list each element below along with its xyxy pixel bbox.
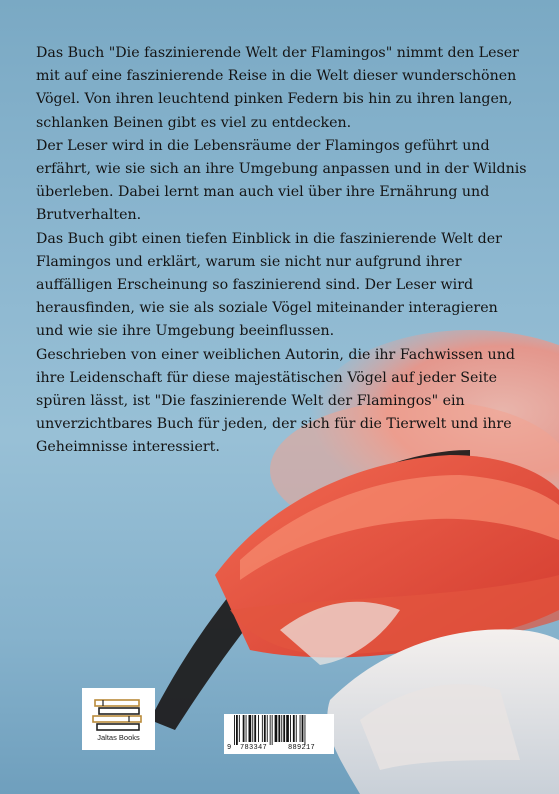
barcode-bar xyxy=(258,715,259,742)
publisher-logo xyxy=(82,688,155,750)
isbn-digit-group2: 889217 xyxy=(288,744,316,752)
barcode-bar xyxy=(262,715,263,742)
barcode-bar xyxy=(283,715,285,742)
barcode-bars xyxy=(226,715,332,745)
barcode-bar xyxy=(302,715,304,742)
barcode-bar xyxy=(243,715,245,742)
barcode-bar xyxy=(305,715,306,745)
barcode-bar xyxy=(272,715,273,745)
barcode-bar xyxy=(293,715,295,742)
barcode-bar xyxy=(296,715,297,742)
publisher-name: Jaltas Books xyxy=(97,733,140,742)
barcode-bar xyxy=(252,715,253,742)
barcode-bar xyxy=(246,715,247,742)
barcode-bar xyxy=(234,715,235,745)
barcode-bar xyxy=(270,715,271,745)
barcode-bar xyxy=(264,715,266,742)
isbn-digit-group1: 783347 xyxy=(240,744,268,752)
barcode-bar xyxy=(249,715,252,742)
barcode-bar xyxy=(286,715,289,742)
blurb-paragraph: Der Leser wird in die Lebensräume der Flamingos geführt und erfährt, wie sie sich an ihre Umgebung anpassen und in der Wildnis überleben. Dabei lernt man auch viel über ihre Ernährung und Brutverhalten. xyxy=(36,137,527,224)
barcode-bar xyxy=(254,715,256,742)
barcode-bar xyxy=(290,715,291,742)
isbn-barcode xyxy=(224,714,334,754)
blurb-text xyxy=(36,42,528,460)
barcode-bar xyxy=(300,715,301,742)
barcode-bar xyxy=(239,715,240,742)
books-stack-icon xyxy=(89,692,148,732)
blurb-paragraph: Geschrieben von einer weiblichen Autorin, die ihr Fachwissen und ihre Leidenschaft für diese majestätischen Vögel auf jeder Seite spüren lässt, ist "Die faszinierende Welt der Flamingos" ein unverzichtbares Buch für jeden, der sich für die Tierwelt und ihre Geheimnisse interessiert. xyxy=(36,346,515,456)
barcode-bar xyxy=(267,715,268,742)
barcode-bar xyxy=(236,715,238,745)
barcode-bar xyxy=(275,715,278,742)
blurb-paragraph: Das Buch "Die faszinierende Welt der Flamingos" nimmt den Leser mit auf eine faszinierende Reise in die Welt dieser wunderschönen Vögel. Von ihren leuchtend pinken Federn bis hin zu ihren langen, schlanken Beinen gibt es viel zu entdecken. xyxy=(36,45,519,131)
blurb-paragraph: Das Buch gibt einen tiefen Einblick in die faszinierende Welt der Flamingos und erklärt, warum sie nicht nur aufgrund ihrer auffälligen Erscheinung so faszinierend sind. Der Leser wird herausfinden, wie sie als soziale Vögel miteinander interagieren und wie sie ihre Umgebung beeinflussen. xyxy=(36,230,502,340)
barcode-bar xyxy=(281,715,282,742)
barcode-bar xyxy=(278,715,280,742)
isbn-digit-first: 9 xyxy=(227,744,232,752)
